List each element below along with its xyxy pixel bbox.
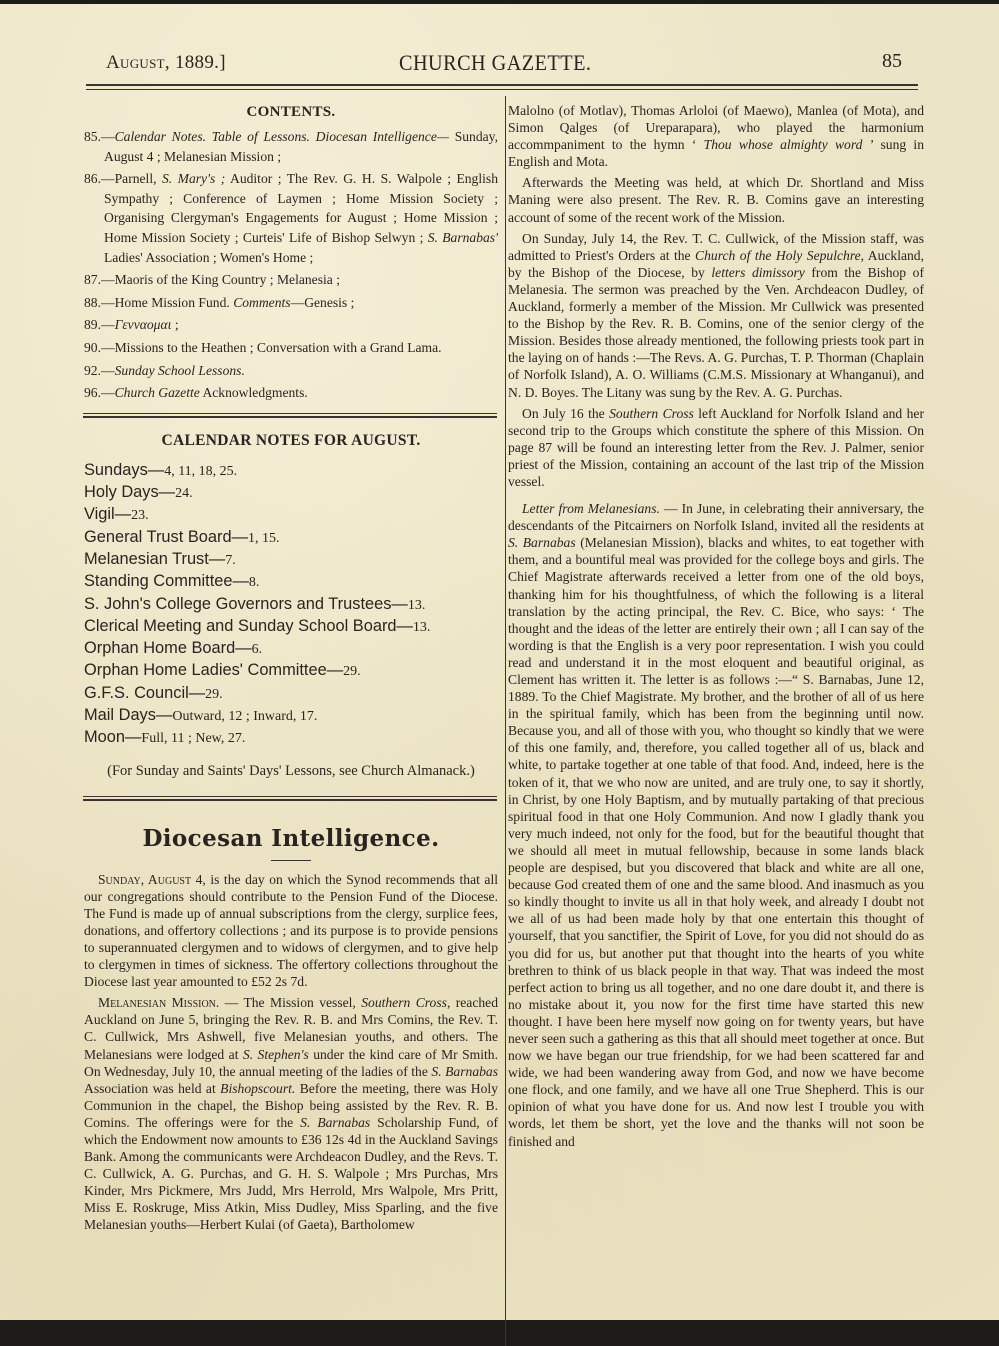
- contents-item: [84, 127, 498, 166]
- calendar-entry: [84, 727, 498, 749]
- contents-page-number: 96.—: [84, 385, 115, 401]
- calendar-label: Vigil—: [84, 505, 132, 524]
- section-rule: [83, 796, 497, 801]
- calendar-label: Melanesian Trust—: [84, 549, 226, 568]
- calendar-value: 24.: [175, 486, 193, 502]
- text-run: Missions to the Heathen ; Conversation with a Grand Lama.: [114, 339, 442, 355]
- italic-text: Letter from Melanesians.: [522, 501, 660, 517]
- italic-text: S. Barnabas: [508, 535, 576, 551]
- calendar-label: General Trust Board—: [84, 527, 248, 546]
- sunday-text: is the day on which the Synod recommends that all our congregations should contribute to the Pension Fund of the Diocese. The Fund is made up of annual subscriptions from the clergy, surplice fees, donations, and offertory collections ; and its purpose is to provide pensions to superannuated clergymen and to widows of clergymen, and to give help to clergymen in times of sickness. The offertory collections throughout the Diocese last year amounted to £52 2s 7d.: [84, 871, 498, 990]
- calendar-label: Standing Committee—: [84, 572, 249, 591]
- calendar-label: Clerical Meeting and Sunday School Board—: [84, 616, 413, 635]
- calendar-label: S. John's College Governors and Trustees—: [84, 594, 408, 613]
- calendar-value: 23.: [131, 508, 149, 524]
- diocesan-heading: Diocesan Intelligence.: [142, 824, 440, 852]
- contents-page-number: 92.—: [84, 362, 115, 378]
- contents-page-number: 86.—: [84, 171, 115, 187]
- italic-text: S. Barnabas: [431, 1063, 498, 1079]
- text-run: Auditor ; The Rev. G. H. S. Walpole ; English Sympathy ; Conference of Laymen ; Home Mission Society ; Organising Clergyman's Engagements for August ; Home Mission ; Home Mission Society ; Curteis' Life of Bishop Selwyn ;: [104, 171, 498, 245]
- contents-page-number: 89.—: [84, 317, 115, 333]
- italic-text: letters dimissory: [711, 264, 805, 280]
- contents-page-number: 90.—: [84, 339, 115, 355]
- text-run: Maoris of the King Country ; Melanesia ;: [114, 272, 340, 288]
- text-run: — The Mission vessel,: [219, 995, 362, 1011]
- contents-page-number: 87.—: [84, 272, 115, 288]
- calendar-value: 1, 15.: [247, 530, 280, 546]
- text-run: , reached Auckland on June 5, bringing the Rev. R. B. and Mrs Comins, the Rev. T. C. Cullwick, Mrs Ashwell, five Melanesian youths, and others. The Melanesians were lodged at: [84, 995, 498, 1062]
- italic-text: Bishopscourt.: [220, 1080, 296, 1096]
- section-rule: [83, 413, 497, 418]
- text-run: left Auckland for Norfolk Island and her second trip to the Groups which constitute the sphere of this Mission. On page 87 will be found an interesting letter from the Rev. J. Palmer, senior priest of the Mission, containing an account of the last trip of the Mission vessel.: [508, 405, 924, 489]
- italic-text: Church of the Holy Sepulchre: [695, 247, 861, 263]
- calendar-entry: [84, 527, 498, 549]
- left-column: [84, 100, 498, 1238]
- contents-page-number: 88.—: [84, 294, 115, 310]
- calendar-value: 4, 11, 18, 25.: [164, 463, 238, 479]
- calendar-entry: [84, 460, 498, 482]
- text-run: ;: [171, 317, 179, 333]
- sunday-lead: Sunday, August 4,: [98, 871, 206, 887]
- calendar-value: 13.: [407, 597, 426, 613]
- names-paragraph: [508, 102, 924, 170]
- calendar-entry: [84, 683, 498, 705]
- calendar-entry: [84, 705, 498, 727]
- issue-date: [106, 52, 226, 74]
- text-run: Association was held at: [84, 1080, 221, 1096]
- calendar-note: (For Sunday and Saints' Days' Lessons, see Church Almanack.): [107, 762, 475, 779]
- calendar-value: 8.: [248, 575, 260, 591]
- sunday-paragraph: [84, 871, 498, 991]
- calendar-label: Sundays—: [84, 460, 165, 479]
- text-run: On Sunday, July 14, the Rev. T. C. Cullwick, of the Mission staff, was admitted to Priest's Orders at the: [508, 230, 924, 263]
- running-head: [106, 50, 906, 80]
- contents-item: [84, 383, 498, 403]
- text-run: — In June, in celebrating their anniversary, the descendants of the Pitcairners on Norfolk Island, invited all the residents at: [508, 501, 924, 534]
- text-run: Sunday, August 4 ; Melanesian Mission ;: [104, 129, 498, 164]
- ordination-paragraph: [508, 230, 924, 401]
- italic-text: S. Stephen's: [242, 1046, 309, 1062]
- italic-text: Comments: [233, 294, 291, 310]
- text-run: , Auckland, by the Bishop of the Diocese, by: [508, 247, 924, 280]
- italic-text: Thou whose almighty word: [703, 137, 863, 153]
- header-rule: [86, 84, 918, 90]
- right-column: [508, 102, 924, 1154]
- page-number: 85: [882, 50, 902, 72]
- calendar-entry: [84, 504, 498, 526]
- text-run: under the kind care of Mr Smith. On Wednesday, July 10, the annual meeting of the ladies of the: [84, 1046, 498, 1079]
- italic-text: Southern Cross: [361, 995, 447, 1011]
- meeting-paragraph: Afterwards the Meeting was held, at which Dr. Shortland and Miss Maning were also present. The Rev. R. B. Comins gave an interesting account of some of the recent work of the Mission.: [508, 175, 924, 225]
- italic-text: Church Gazette: [114, 385, 200, 401]
- voyage-paragraph: [508, 405, 924, 490]
- calendar-entry: [84, 571, 498, 593]
- text-run: Acknowledgments.: [199, 385, 308, 401]
- text-run: (Melanesian Mission), blacks and whites, to eat together with them, and a bountiful meal was provided for the college boys and girls. The Chief Magistrate afterwards received a letter from one of the old boys, thanking him for his thoughtfulness, of which the following is a literal translation by the acting principal, the Rev. C. Bice, who says: ‘ The thought and the ideas of the letter are entirely their own ; all I can say of the wording is that the English is a very poor representation. I wish you could read and understand it in the most eloquent and beautiful original, as Clement has written it. The letter is as follows :—“ S. Barnabas, June 12, 1889. To the Chief Magistrate. My brother, and the brother of all of us here in the spiritual family, which has been from the beginning until now. Because you, and all of those with you, who thought so kindly that we were of this one family, and, therefore, you called together all of us, black and white, to partake together at one table of that food. And, indeed, here is the token of it, that we who now are united, and are truly one, to say it shortly, in Christ, by one Holy Baptism, and by mutually partaking of that precious spiritual food in that one Holy Communion. And now I gladly thank you very much indeed, not only for the food, but for the beautiful thought that we should all meet in mutual fellowship, because in some lands black people are despised, but you discovered that black and white are all one, because God created them of one and the same blood. And inasmuch as you so kindly thought to invite us all in that holy week, and already I doubt not we all of us had been made holy by that one entertain this thought of yourself, that you sanctifier, the Spirit of Love, for you did not should do as you did for us, but another put that thought into the hearts of you white brethren to think of us black people in that way. That was indeed the most perfect action to bring us all together, and no one dare doubt it, and there is no mistake about it, you now for the first time have started this new thought. I have been here myself now going on for twenty years, but have never seen such a gathering as this that all should meet together at once. But now we have began our true friendship, for we had been scattered far and wide, we had been wandering away from God, and now we have become one flock, and one family, and we have all one True Shepherd. This is our opinion of what you have done for us. And now lest I trouble you with words, let them be short, yet the love and the thanks will not soon be finished and: [508, 535, 924, 1149]
- contents-item: [84, 169, 498, 267]
- italic-text: S. Barnabas': [427, 229, 498, 245]
- calendar-value: 7.: [225, 552, 236, 568]
- contents-item: [84, 293, 498, 313]
- contents-item: [84, 338, 498, 358]
- calendar-value: 6.: [251, 642, 263, 658]
- calendar-label: Orphan Home Ladies' Committee—: [84, 661, 344, 680]
- text-run: Parnell,: [114, 171, 162, 187]
- italic-text: Γενναομαι: [114, 317, 172, 333]
- short-rule: [271, 860, 311, 861]
- calendar-list: [84, 460, 498, 750]
- contents-page-number: 85.—: [84, 129, 115, 144]
- contents-list: [84, 127, 498, 403]
- italic-text: Southern Cross: [609, 405, 694, 421]
- calendar-entry: [84, 660, 498, 682]
- text-run: Malolno (of Motlav), Thomas Arloloi (of Maewo), Manlea (of Mota), and Simon Qalges (of Ureparapara), who played the harmonium accommpaniment to the hymn ‘: [508, 103, 924, 153]
- bracket: ]: [219, 52, 226, 73]
- calendar-heading: CALENDAR NOTES FOR AUGUST.: [161, 431, 421, 449]
- text-run: —Genesis ;: [290, 294, 355, 310]
- text-run: ’ sung in English and Mota.: [508, 137, 925, 170]
- calendar-entry: [84, 594, 498, 616]
- calendar-value: Full, 11 ; New, 27.: [141, 731, 246, 747]
- italic-text: S. Barnabas: [300, 1114, 371, 1130]
- italic-text: Calendar Notes. Table of Lessons. Diocesan Intelligence—: [114, 129, 449, 144]
- newspaper-page: [0, 4, 999, 1320]
- calendar-value: 29.: [205, 686, 223, 702]
- text-run: Ladies' Association ; Women's Home ;: [104, 249, 314, 265]
- calendar-label: Orphan Home Board—: [84, 639, 252, 658]
- calendar-label: Mail Days—: [84, 705, 173, 724]
- issue-year: , 1889.: [164, 52, 220, 73]
- contents-item: [84, 315, 498, 335]
- calendar-entry: [84, 482, 498, 504]
- text-run: from the Bishop of Melanesia. The sermon was preached by the Ven. Archdeacon Dudley, of Auckland, formerly a member of the Mission. Mr Cullwick was presented to the Bishop by the Rev. R. B. Comins, one of the senior clergy of the Mission. Besides those already mentioned, the following priests took part in the laying on of hands :—The Revs. A. G. Purchas, T. P. Thorman (Chaplain of Norfolk Island), A. O. Williams (C.M.S. Missionary at Whanganui), and N. D. Boyes. The Litany was sung by the Rev. A. G. Purchas.: [508, 264, 924, 400]
- calendar-value: 13.: [412, 619, 431, 635]
- text-run: Home Mission Fund.: [114, 294, 234, 310]
- calendar-value: 29.: [343, 664, 361, 680]
- contents-item: [84, 270, 498, 290]
- calendar-label: G.F.S. Council—: [84, 683, 206, 702]
- calendar-entry: [84, 549, 498, 571]
- calendar-label: Holy Days—: [84, 483, 176, 502]
- contents-item: [84, 361, 498, 381]
- mission-paragraph: [84, 994, 498, 1233]
- mission-lead: Melanesian Mission.: [98, 995, 220, 1011]
- text-run: On July 16 the: [522, 405, 610, 421]
- calendar-entry: [84, 616, 498, 638]
- text-run: Scholarship Fund, of which the Endowment now amounts to £36 12s 4d in the Auckland Savings Bank. Among the communicants were Archdeacon Dudley, and the Revs. T. C. Cullwick, A. G. Purchas, and G. H. S. Walpole ; Mrs Purchas, Mrs Kinder, Mrs Pickmere, Mrs Judd, Mrs Herrold, Mrs Walpole, Mrs Pritt, Miss E. Roskruge, Miss Atkin, Miss Dudley, Miss Sparling, and the five Melanesian youths—Herbert Kulai (of Gaeta), Bartholomew: [84, 1114, 498, 1233]
- column-divider: [505, 96, 506, 1346]
- italic-text: S. Mary's ;: [161, 171, 226, 187]
- issue-month: August: [106, 52, 165, 73]
- italic-text: Sunday School Lessons.: [114, 362, 245, 378]
- contents-heading: CONTENTS.: [246, 104, 336, 120]
- text-run: Before the meeting, there was Holy Communion in the chapel, the Bishop being assisted by the Rev. R. B. Comins. The offerings were for the: [84, 1080, 498, 1130]
- calendar-label: Moon—: [84, 728, 142, 747]
- publication-title: CHURCH GAZETTE.: [399, 50, 592, 75]
- calendar-entry: [84, 638, 498, 660]
- calendar-value: Outward, 12 ; Inward, 17.: [172, 708, 318, 724]
- letter-paragraph: [508, 500, 924, 1150]
